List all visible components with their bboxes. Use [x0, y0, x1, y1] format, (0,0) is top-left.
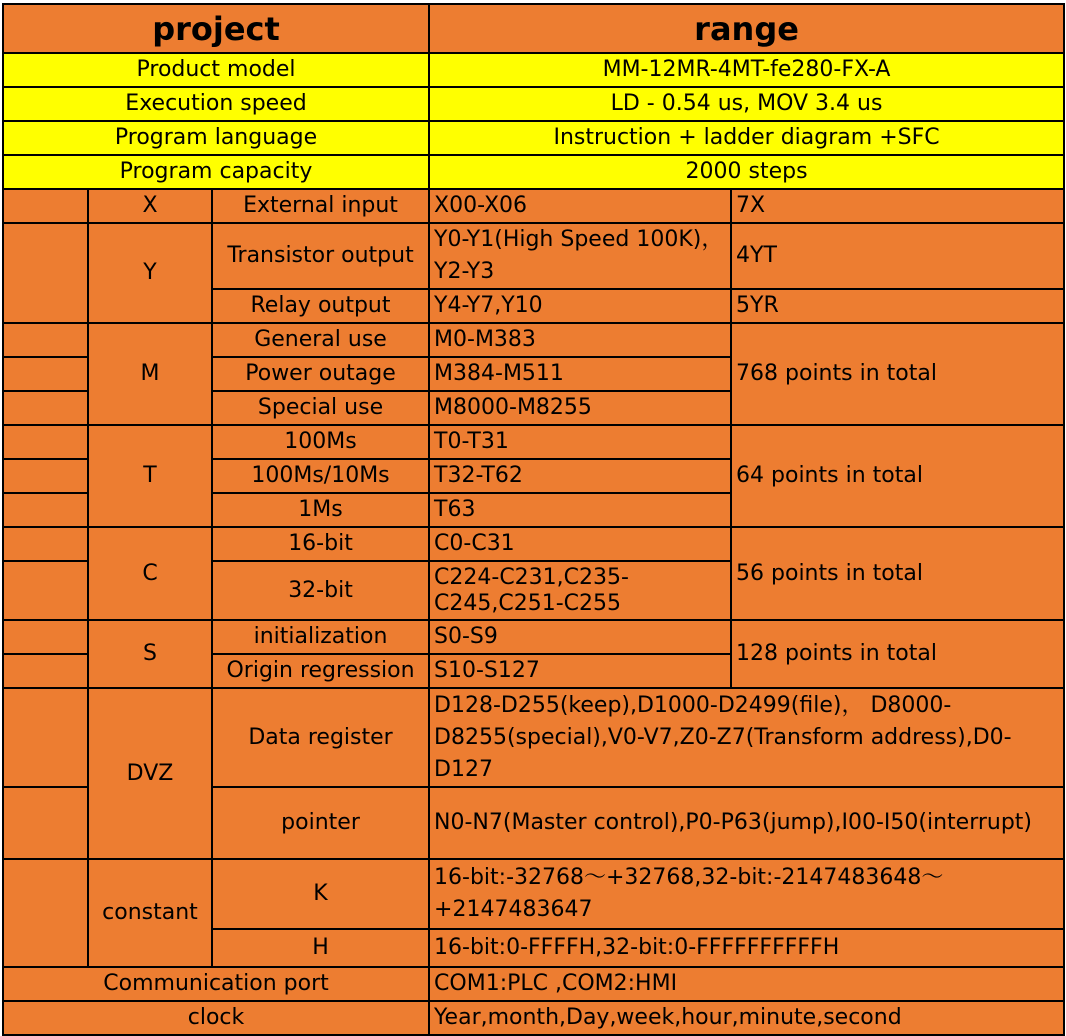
- y-row: [3, 223, 1064, 289]
- item-label: Relay output: [212, 289, 429, 323]
- item-label: 32-bit: [212, 561, 429, 620]
- item-range: X00-X06: [429, 189, 731, 223]
- blank-cell: [3, 189, 88, 223]
- item-label: Power outage: [212, 357, 429, 391]
- summary-value: LD - 0.54 us, MOV 3.4 us: [429, 87, 1064, 121]
- group-name-c: C: [88, 527, 212, 620]
- spec-table: [2, 3, 1065, 1036]
- summary-value: 2000 steps: [429, 155, 1064, 189]
- item-label: 100Ms/10Ms: [212, 459, 429, 493]
- item-range: M8000-M8255: [429, 391, 731, 425]
- item-total: 5YR: [731, 289, 1064, 323]
- blank-cell: [3, 357, 88, 391]
- constant-row: [3, 859, 1064, 929]
- item-total: 4YT: [731, 223, 1064, 289]
- group-name-m: M: [88, 323, 212, 425]
- dvz-row: [3, 688, 1064, 787]
- item-range: S0-S9: [429, 620, 731, 654]
- item-label: General use: [212, 323, 429, 357]
- item-range-wide: N0-N7(Master control),P0-P63(jump),I00-I50(interrupt): [429, 787, 1064, 859]
- item-range: C0-C31: [429, 527, 731, 561]
- footer-value: COM1:PLC ,COM2:HMI: [429, 967, 1064, 1001]
- item-range: T0-T31: [429, 425, 731, 459]
- item-label: 1Ms: [212, 493, 429, 527]
- group-name-y: Y: [88, 223, 212, 323]
- summary-label: Program capacity: [3, 155, 429, 189]
- item-range: T32-T62: [429, 459, 731, 493]
- blank-cell: [3, 688, 88, 787]
- blank-cell: [3, 620, 88, 654]
- blank-cell: [3, 425, 88, 459]
- item-total: 7X: [731, 189, 1064, 223]
- blank-cell: [3, 223, 88, 323]
- item-range: M0-M383: [429, 323, 731, 357]
- item-label: Origin regression: [212, 654, 429, 688]
- item-label: initialization: [212, 620, 429, 654]
- blank-cell: [3, 459, 88, 493]
- item-range: C224-C231,C235-C245,C251-C255: [429, 561, 731, 620]
- item-label: 100Ms: [212, 425, 429, 459]
- group-name-constant: constant: [88, 859, 212, 967]
- item-label: 16-bit: [212, 527, 429, 561]
- footer-value: Year,month,Day,week,hour,minute,second: [429, 1001, 1064, 1035]
- group-name-s: S: [88, 620, 212, 688]
- group-total-c: 56 points in total: [731, 527, 1064, 620]
- summary-row: [3, 53, 1064, 87]
- item-range: Y4-Y7,Y10: [429, 289, 731, 323]
- t-row: [3, 425, 1064, 459]
- summary-label: Execution speed: [3, 87, 429, 121]
- group-name-dvz: DVZ: [88, 688, 212, 859]
- item-label: External input: [212, 189, 429, 223]
- blank-cell: [3, 527, 88, 561]
- summary-label: Product model: [3, 53, 429, 87]
- blank-cell: [3, 391, 88, 425]
- group-total-m: 768 points in total: [731, 323, 1064, 425]
- item-range: S10-S127: [429, 654, 731, 688]
- footer-label: clock: [3, 1001, 429, 1035]
- item-label: H: [212, 929, 429, 967]
- blank-cell: [3, 859, 88, 967]
- header-project: project: [3, 4, 429, 53]
- summary-value: MM-12MR-4MT-fe280-FX-A: [429, 53, 1064, 87]
- item-range-wide: D128-D255(keep),D1000-D2499(file)， D8000-D8255(special),V0-V7,Z0-Z7(Transform address),D0-D127: [429, 688, 1064, 787]
- summary-value: Instruction + ladder diagram +SFC: [429, 121, 1064, 155]
- item-label: Data register: [212, 688, 429, 787]
- item-range-wide: 16-bit:0-FFFFH,32-bit:0-FFFFFFFFFFH: [429, 929, 1064, 967]
- header-range: range: [429, 4, 1064, 53]
- blank-cell: [3, 654, 88, 688]
- group-name-x: X: [88, 189, 212, 223]
- summary-row: [3, 121, 1064, 155]
- item-label: K: [212, 859, 429, 929]
- blank-cell: [3, 323, 88, 357]
- footer-row: [3, 1001, 1064, 1035]
- item-range: Y0-Y1(High Speed 100K)，Y2-Y3: [429, 223, 731, 289]
- footer-label: Communication port: [3, 967, 429, 1001]
- group-total-t: 64 points in total: [731, 425, 1064, 527]
- item-label: pointer: [212, 787, 429, 859]
- item-label: Special use: [212, 391, 429, 425]
- item-range-wide: 16-bit:-32768～+32768,32-bit:-2147483648～+2147483647: [429, 859, 1064, 929]
- summary-label: Program language: [3, 121, 429, 155]
- item-range: M384-M511: [429, 357, 731, 391]
- s-row: [3, 620, 1064, 654]
- summary-row: [3, 87, 1064, 121]
- header-row: [3, 4, 1064, 53]
- group-name-t: T: [88, 425, 212, 527]
- blank-cell: [3, 493, 88, 527]
- footer-row: [3, 967, 1064, 1001]
- summary-row: [3, 155, 1064, 189]
- item-range: T63: [429, 493, 731, 527]
- item-label: Transistor output: [212, 223, 429, 289]
- blank-cell: [3, 787, 88, 859]
- c-row: [3, 527, 1064, 561]
- m-row: [3, 323, 1064, 357]
- group-total-s: 128 points in total: [731, 620, 1064, 688]
- x-row: [3, 189, 1064, 223]
- blank-cell: [3, 561, 88, 620]
